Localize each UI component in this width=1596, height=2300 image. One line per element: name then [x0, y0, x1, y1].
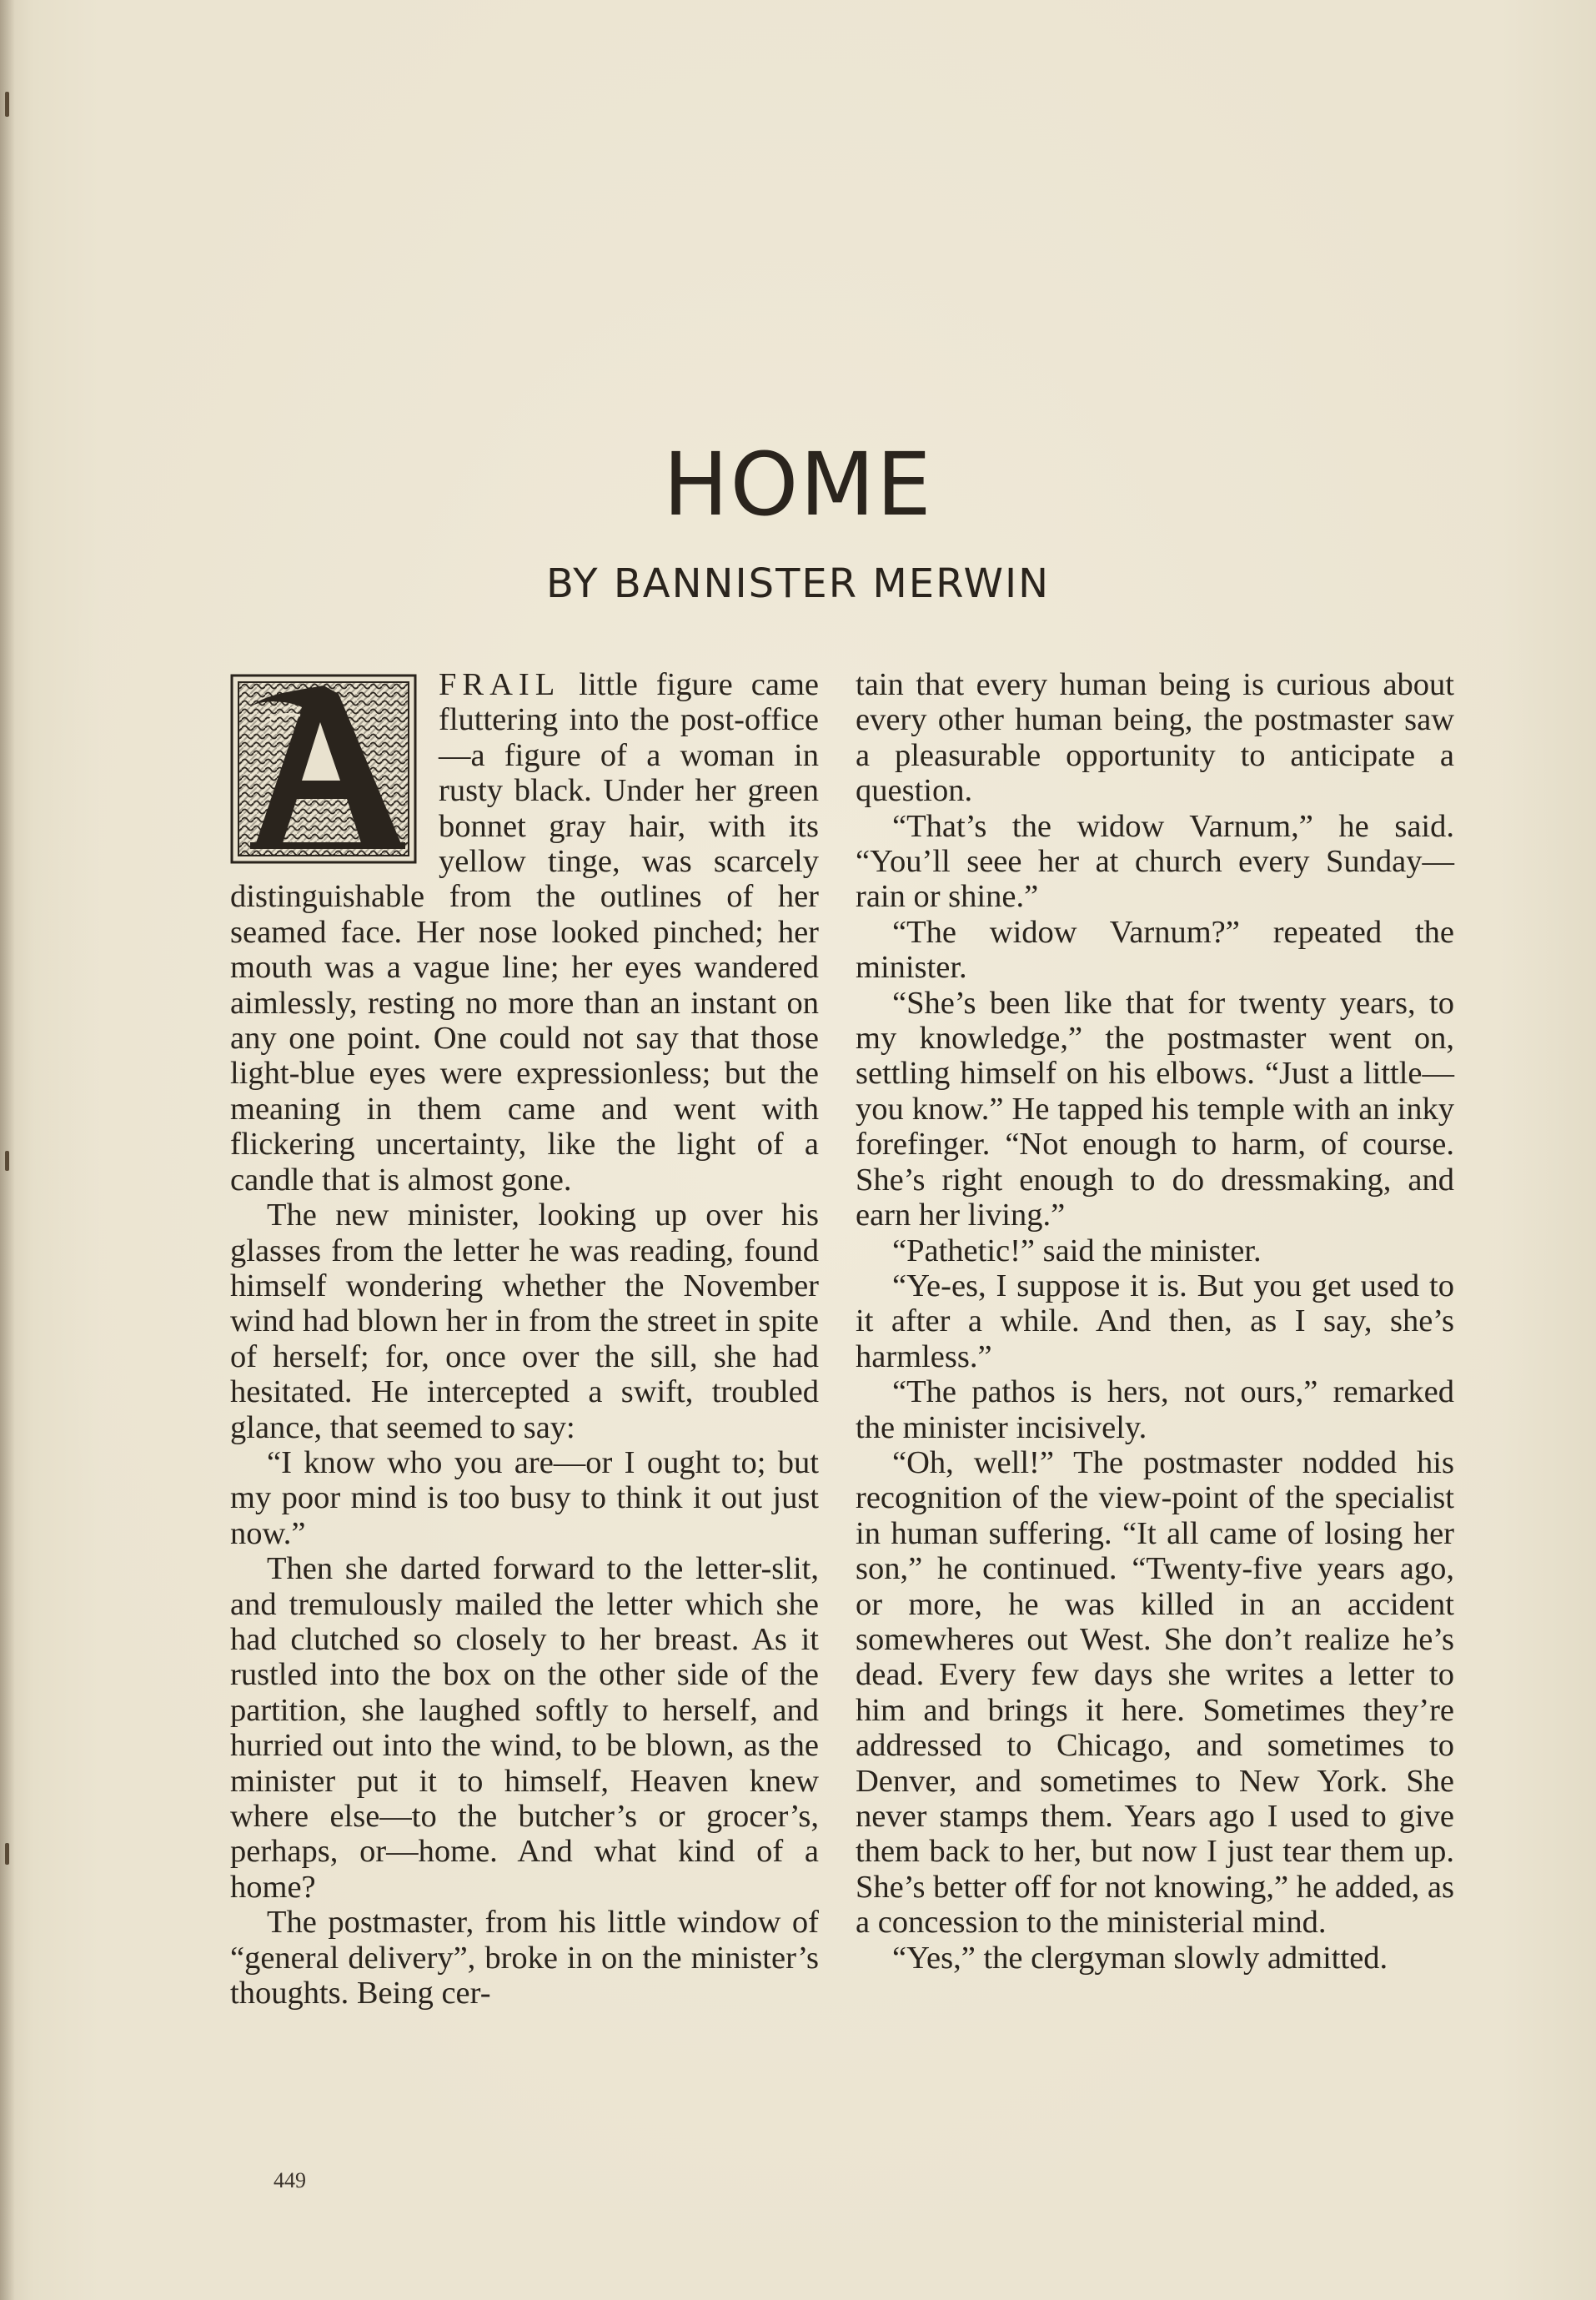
article-byline: BY BANNISTER MERWIN [545, 560, 1050, 607]
paragraph: The new minister, looking up over his glasses from the letter he was reading, found himself wondering whether the November wind had blown her in from the street in spite of herself; for, once over the sill, she had hesitated. He intercepted a swift, troubled glance, that seemed to say: [230, 1198, 819, 1445]
binding-mark [5, 1151, 9, 1171]
article-title: HOME [663, 434, 933, 535]
paragraph: “Ye-es, I suppose it is. But you get used to it after a while. And then, as I say, she’s harmless.” [856, 1268, 1454, 1374]
paragraph: “Yes,” the clergyman slowly admitted. [892, 1940, 1388, 1976]
illuminated-dropcap [230, 674, 417, 864]
paragraph: “The widow Varnum?” repeated the minister. [856, 914, 1454, 986]
paragraph: The postmaster, from his little window of “general delivery”, broke in on the minister’s thoughts. Being cer- [230, 1905, 819, 2011]
paragraph-text: little figure came fluttering into the post-office—a figure of a woman in rusty black. Under her green bonnet gray hair, with its yellow tinge, was scarcely distinguishable from the outlines of her seamed face. Her nose looked pinched; her mouth was a vague line; her eyes wandered aimlessly, resting no more than an instant on any one point. One could not say that those light-blue eyes were expressionless; but the meaning in them came and went with flickering uncertainty, like the light of a candle that is almost gone. [230, 667, 819, 1198]
paragraph: “I know who you are—or I ought to; but my poor mind is too busy to think it out just now.” [230, 1444, 819, 1551]
paragraph: tain that every human being is curious about every other human being, the postmaster saw a pleasurable opportunity to anticipate a question. [856, 667, 1454, 809]
paragraph: Then she darted forward to the letter-slit, and tremulously mailed the letter which she had clutched so closely to her breast. As it rustled into the box on the other side of the partition, she laughed softly to herself, and hurried out into the wind, to be blown, as the minister put it to himself, Heaven knew where else—to the butcher’s or grocer’s, perhaps, or—home. And what kind of a home? [230, 1551, 819, 1905]
paragraph: “Pathetic!” said the minister. [892, 1233, 1262, 1268]
page-number: 449 [274, 2168, 306, 2192]
left-column [230, 667, 819, 2011]
paragraph: “She’s been like that for twenty years, to my knowledge,” the postmaster went on, settling himself on his elbows. “Just a little—you know.” He tapped his temple with an inky forefinger. “Not enough to harm, of course. She’s right enough to do dressmaking, and earn her living.” [856, 985, 1454, 1233]
paragraph: “That’s the widow Varnum,” he said. “You’ll seee her at church every Sunday—rain or shine.” [856, 808, 1454, 915]
binding-mark [5, 92, 9, 117]
right-column [856, 667, 1454, 1976]
gutter-shadow [0, 0, 15, 2300]
paragraph: “The pathos is hers, not ours,” remarked the minister incisively. [856, 1374, 1454, 1445]
opening-word: FRAIL [439, 667, 561, 702]
paragraph: “Oh, well!” The postmaster nodded his recognition of the view-point of the specialist in human suffering. “It all came of losing her son,” he continued. “Twenty-five years ago, or more, he was killed in an accident somewheres out West. She don’t realize he’s dead. Every few days she writes a letter to him and brings it here. Sometimes they’re addressed to Chicago, and sometimes to Denver, and sometimes to New York. She never stamps them. Years ago I used to give them back to her, but now I just tear them up. She’s better off for not knowing,” he added, as a concession to the ministerial mind. [856, 1444, 1454, 1941]
binding-mark [5, 1843, 9, 1865]
